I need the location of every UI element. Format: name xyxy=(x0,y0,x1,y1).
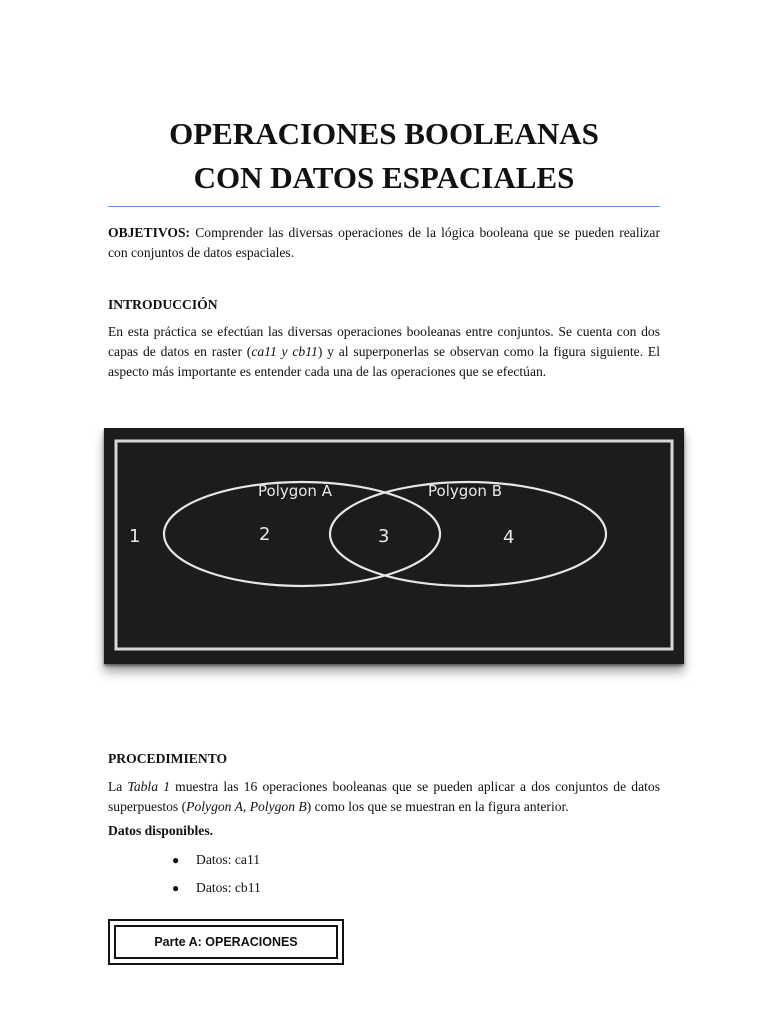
intro-italic: ca11 y cb11 xyxy=(251,344,318,359)
objetivos-text: Comprender las diversas operaciones de la lógica booleana que se pueden realizar con conjuntos de datos espaciales. xyxy=(108,225,660,260)
page-title xyxy=(108,112,660,200)
list-item xyxy=(172,874,261,902)
proc-italic-1: Tabla 1 xyxy=(127,779,170,794)
bullet-icon: ● xyxy=(172,880,180,895)
procedimiento-paragraph xyxy=(108,777,660,817)
region-1-label: 1 xyxy=(129,526,141,547)
datos-heading: Datos disponibles. xyxy=(108,823,214,838)
introduccion-heading: INTRODUCCIÓN xyxy=(108,297,218,312)
proc-text-2: muestra las 16 operaciones booleanas que se pueden aplicar a dos conjuntos de datos superpuestos ( xyxy=(108,779,660,814)
procedimiento-heading: PROCEDIMIENTO xyxy=(108,751,228,766)
bullet-icon: ● xyxy=(172,852,180,867)
venn-diagram xyxy=(104,428,684,664)
datos-list xyxy=(172,846,261,902)
polygon-a-label: Polygon A xyxy=(258,482,332,500)
region-3-label: 3 xyxy=(378,526,390,547)
title-line-1: OPERACIONES BOOLEANAS xyxy=(169,116,599,151)
venn-diagram-figure xyxy=(104,428,684,664)
proc-text-1: La xyxy=(108,779,128,794)
introduccion-paragraph xyxy=(108,322,660,382)
region-2-label: 2 xyxy=(259,524,271,545)
parte-a-box xyxy=(108,919,344,965)
proc-text-3: ) como los que se muestran en la figura anterior. xyxy=(306,799,569,814)
title-divider xyxy=(108,206,660,207)
parte-a-label: Parte A: OPERACIONES xyxy=(114,925,338,959)
region-4-label: 4 xyxy=(503,527,515,548)
datos-item-2: Datos: cb11 xyxy=(196,880,261,895)
objetivos-paragraph xyxy=(108,223,660,263)
polygon-b-label: Polygon B xyxy=(428,482,502,500)
datos-item-1: Datos: ca11 xyxy=(196,852,261,867)
objetivos-label: OBJETIVOS: xyxy=(108,225,191,240)
intro-text-1: En esta práctica se efectúan las diversas operaciones booleanas entre conjuntos. Se cuenta con dos capas de datos en raster ( xyxy=(108,324,660,359)
intro-text-2: ) y al superponerlas se observan como la figura siguiente. El aspecto más importante es entender cada una de las operaciones que se efectúan. xyxy=(108,344,660,379)
list-item xyxy=(172,846,261,874)
proc-italic-2: Polygon A, Polygon B xyxy=(186,799,307,814)
venn-frame xyxy=(116,441,672,649)
title-line-2: CON DATOS ESPACIALES xyxy=(193,160,575,195)
